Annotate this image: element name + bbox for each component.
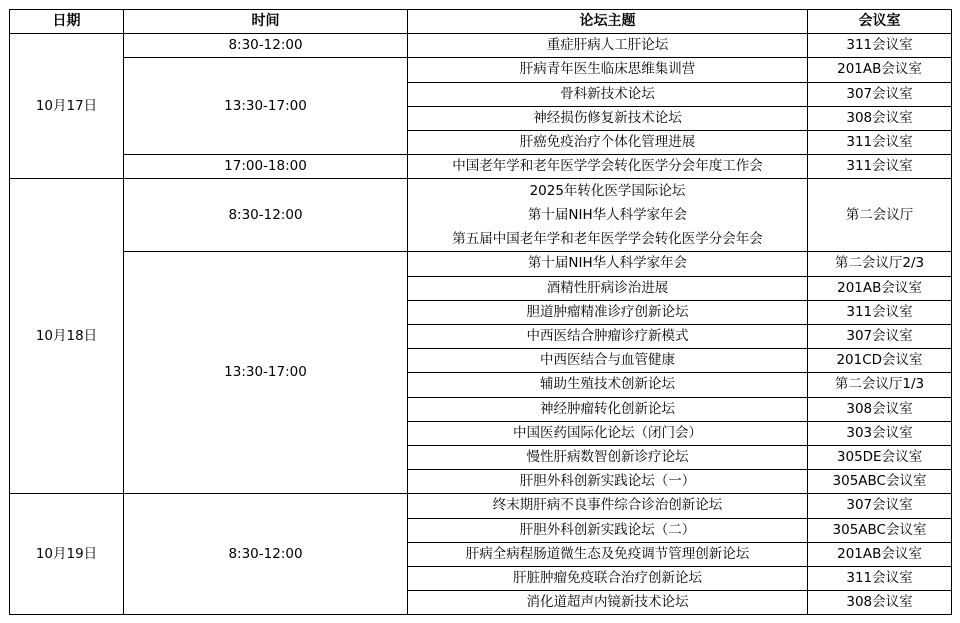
room-cell: 303会议室 <box>808 421 952 445</box>
schedule-table <box>9 9 952 615</box>
room-cell: 307会议室 <box>808 494 952 518</box>
topic-cell: 肝癌免疫治疗个体化管理进展 <box>408 131 808 155</box>
topic-cell: 中西医结合肿瘤诊疗新模式 <box>408 325 808 349</box>
topic-cell: 肝胆外科创新实践论坛（一） <box>408 470 808 494</box>
room-cell: 308会议室 <box>808 591 952 615</box>
time-cell: 8:30-12:00 <box>124 494 408 615</box>
topic-cell <box>408 179 808 252</box>
date-cell: 10月18日 <box>10 179 124 494</box>
room-cell: 201AB会议室 <box>808 276 952 300</box>
topic-cell: 神经肿瘤转化创新论坛 <box>408 397 808 421</box>
table-row <box>10 34 952 58</box>
topic-cell: 中西医结合与血管健康 <box>408 349 808 373</box>
date-cell: 10月17日 <box>10 34 124 179</box>
room-cell: 201AB会议室 <box>808 542 952 566</box>
room-cell: 第二会议厅1/3 <box>808 373 952 397</box>
topic-cell: 中国医药国际化论坛（闭门会） <box>408 421 808 445</box>
schedule-body <box>10 34 952 615</box>
topic-cell: 中国老年学和老年医学学会转化医学分会年度工作会 <box>408 155 808 179</box>
topic-cell: 肝病青年医生临床思维集训营 <box>408 58 808 82</box>
date-cell: 10月19日 <box>10 494 124 615</box>
room-cell: 201CD会议室 <box>808 349 952 373</box>
room-cell: 307会议室 <box>808 325 952 349</box>
topic-line: 第十届NIH华人科学家年会 <box>527 207 688 224</box>
topic-line: 第五届中国老年学和老年医学学会转化医学分会年会 <box>452 231 763 248</box>
topic-line: 2025年转化医学国际论坛 <box>529 183 686 200</box>
time-cell: 13:30-17:00 <box>124 58 408 155</box>
header-date: 日期 <box>10 10 124 34</box>
room-cell: 第二会议厅2/3 <box>808 252 952 276</box>
room-cell: 第二会议厅 <box>808 179 952 252</box>
room-cell: 305ABC会议室 <box>808 518 952 542</box>
topic-cell: 肝脏肿瘤免疫联合治疗创新论坛 <box>408 567 808 591</box>
topic-cell: 酒精性肝病诊治进展 <box>408 276 808 300</box>
table-row <box>10 252 952 276</box>
room-cell: 305ABC会议室 <box>808 470 952 494</box>
topic-cell: 神经损伤修复新技术论坛 <box>408 106 808 130</box>
topic-cell: 慢性肝病数智创新诊疗论坛 <box>408 446 808 470</box>
room-cell: 311会议室 <box>808 155 952 179</box>
topic-cell: 骨科新技术论坛 <box>408 82 808 106</box>
time-cell: 17:00-18:00 <box>124 155 408 179</box>
table-row <box>10 155 952 179</box>
header-time: 时间 <box>124 10 408 34</box>
topic-cell: 消化道超声内镜新技术论坛 <box>408 591 808 615</box>
room-cell: 308会议室 <box>808 106 952 130</box>
topic-cell: 辅助生殖技术创新论坛 <box>408 373 808 397</box>
header-topic: 论坛主题 <box>408 10 808 34</box>
time-cell: 8:30-12:00 <box>124 179 408 252</box>
topic-cell: 肝病全病程肠道微生态及免疫调节管理创新论坛 <box>408 542 808 566</box>
room-cell: 311会议室 <box>808 34 952 58</box>
time-cell: 8:30-12:00 <box>124 34 408 58</box>
room-cell: 308会议室 <box>808 397 952 421</box>
table-row <box>10 58 952 82</box>
room-cell: 311会议室 <box>808 300 952 324</box>
topic-cell: 第十届NIH华人科学家年会 <box>408 252 808 276</box>
time-cell: 13:30-17:00 <box>124 252 408 494</box>
room-cell: 311会议室 <box>808 131 952 155</box>
room-cell: 311会议室 <box>808 567 952 591</box>
header-row <box>10 10 952 34</box>
topic-cell: 胆道肿瘤精准诊疗创新论坛 <box>408 300 808 324</box>
room-cell: 201AB会议室 <box>808 58 952 82</box>
header-room: 会议室 <box>808 10 952 34</box>
table-row <box>10 494 952 518</box>
topic-cell: 重症肝病人工肝论坛 <box>408 34 808 58</box>
topic-cell: 终末期肝病不良事件综合诊治创新论坛 <box>408 494 808 518</box>
topic-cell: 肝胆外科创新实践论坛（二） <box>408 518 808 542</box>
room-cell: 305DE会议室 <box>808 446 952 470</box>
room-cell: 307会议室 <box>808 82 952 106</box>
